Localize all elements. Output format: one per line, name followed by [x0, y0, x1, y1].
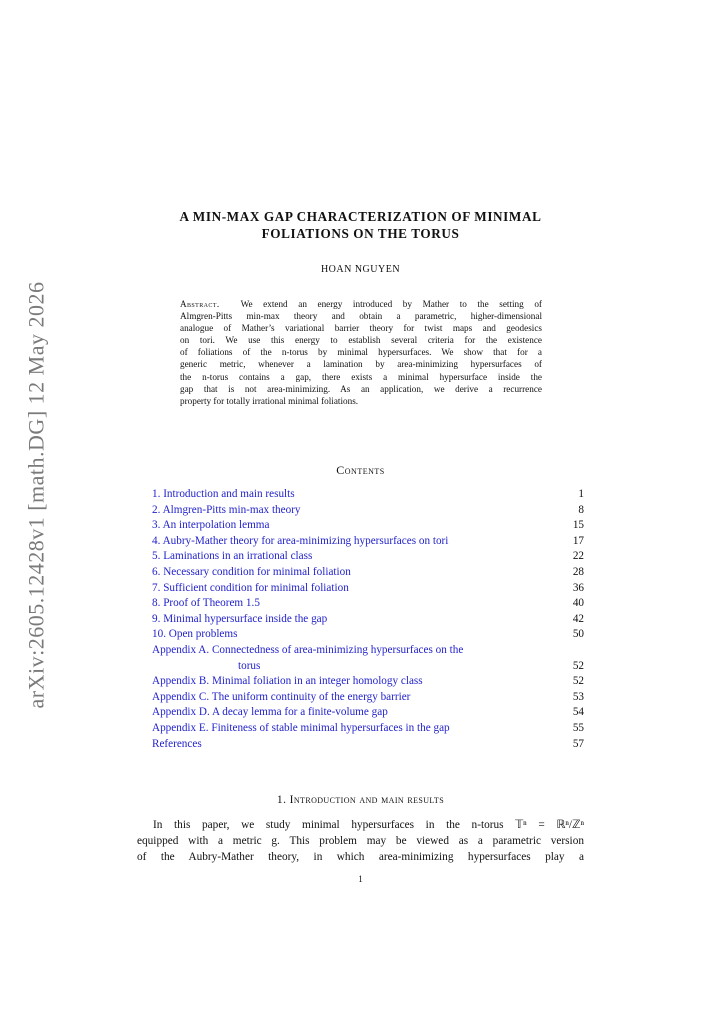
section-title: Introduction and main results — [289, 794, 445, 806]
toc-page-number: 40 — [572, 597, 584, 610]
toc-entry[interactable] — [152, 690, 584, 706]
toc-page-number: 54 — [572, 706, 584, 719]
abstract-line: gap that is not area-minimizing. As an application, we derive a recurrence — [180, 383, 542, 394]
toc-entry[interactable] — [152, 721, 584, 737]
toc-link[interactable]: Appendix A. Connectedness of area-minimizing hypersurfaces on the — [152, 643, 464, 656]
toc-entry[interactable] — [152, 612, 584, 628]
toc-link[interactable]: Appendix C. The uniform continuity of the energy barrier — [152, 690, 411, 703]
toc-link[interactable]: 4. Aubry-Mather theory for area-minimizing hypersurfaces on tori — [152, 534, 449, 547]
abstract-line: on tori. We use this energy to establish several criteria for the existence — [180, 335, 542, 346]
toc-page-number: 15 — [572, 519, 584, 532]
abstract — [180, 298, 542, 407]
toc-entry[interactable] — [152, 581, 584, 597]
toc-entry[interactable] — [152, 737, 584, 753]
abstract-line: property for totally irrational minimal foliations. — [180, 395, 359, 406]
body-line: equipped with a metric g. This problem may be viewed as a parametric version — [137, 834, 584, 847]
toc-page-number: 17 — [572, 534, 584, 547]
toc-page-number: 22 — [572, 550, 584, 563]
toc-entry[interactable] — [152, 705, 584, 721]
toc-link[interactable]: 9. Minimal hypersurface inside the gap — [152, 612, 328, 625]
toc-page-number: 53 — [572, 690, 584, 703]
toc-link[interactable]: 6. Necessary condition for minimal foliation — [152, 565, 351, 578]
toc-page-number: 52 — [572, 675, 584, 688]
toc-page-number: 1 — [578, 488, 584, 500]
abstract-line: Almgren-Pitts min-max theory and obtain a parametric, higher-dimensional — [180, 311, 542, 322]
abstract-line: analogue of Mather’s variational barrier theory for twist maps and geodesics — [180, 323, 542, 334]
toc-link[interactable]: Appendix D. A decay lemma for a finite-volume gap — [152, 706, 388, 719]
toc-link[interactable]: 1. Introduction and main results — [152, 488, 295, 500]
body-line: of the Aubry-Mather theory, in which area-minimizing hypersurfaces play a — [137, 850, 584, 863]
section-heading — [0, 794, 721, 806]
toc-entry[interactable] — [152, 549, 584, 565]
toc-entry[interactable] — [152, 518, 584, 534]
arxiv-identifier-stamp — [20, 280, 52, 710]
author-name: HOAN NGUYEN — [320, 264, 401, 275]
toc-link[interactable]: Appendix B. Minimal foliation in an integer homology class — [152, 675, 423, 688]
toc-link[interactable]: 5. Laminations in an irrational class — [152, 550, 313, 563]
toc-entry[interactable] — [152, 627, 584, 643]
toc-link[interactable]: 10. Open problems — [152, 628, 238, 641]
toc-page-number: 8 — [578, 503, 584, 516]
toc-link[interactable]: 2. Almgren-Pitts min-max theory — [152, 503, 301, 516]
toc-page-number: 55 — [572, 721, 584, 734]
toc-entry[interactable] — [152, 674, 584, 690]
toc-link[interactable]: Appendix E. Finiteness of stable minimal hypersurfaces in the gap — [152, 721, 450, 734]
abstract-label: Abstract. — [180, 299, 220, 309]
toc-page-number: 50 — [572, 628, 584, 641]
toc-entry[interactable] — [152, 503, 584, 519]
toc-entry[interactable] — [152, 643, 584, 674]
paper-title-line-1: A MIN-MAX GAP CHARACTERIZATION OF MINIMAL — [179, 209, 542, 224]
abstract-line: of foliations of the n-torus by minimal hypersurfaces. We show that for a — [180, 347, 542, 358]
paper-title-line-2: FOLIATIONS ON THE TORUS — [261, 226, 460, 241]
toc-entry[interactable] — [152, 487, 584, 503]
section-number: 1. — [276, 794, 287, 806]
toc-entry[interactable] — [152, 565, 584, 581]
abstract-line-text: We extend an energy introduced by Mather to the setting of — [240, 299, 542, 309]
toc-page-number: 36 — [572, 581, 584, 594]
page-number: 1 — [358, 874, 363, 884]
contents-heading: Contents — [336, 463, 385, 477]
abstract-line: the n-torus contains a gap, there exists a minimal hypersurface inside the — [180, 371, 542, 382]
toc-page-number: 57 — [572, 737, 584, 750]
arxiv-identifier: arXiv:2605.12428v1 [math.DG] 12 May 2026 — [23, 281, 49, 709]
toc-link-continuation[interactable]: torus — [238, 659, 261, 672]
paper-title — [0, 208, 721, 242]
toc-link[interactable]: 7. Sufficient condition for minimal foliation — [152, 581, 349, 594]
toc-page-number: 52 — [572, 659, 584, 672]
toc-page-number: 28 — [572, 565, 584, 578]
body-paragraph — [137, 818, 584, 865]
abstract-line: generic metric, whenever a lamination by area-minimizing hypersurfaces of — [180, 359, 542, 370]
toc-link[interactable]: References — [152, 737, 202, 750]
abstract-line — [180, 298, 542, 310]
toc-entry[interactable] — [152, 596, 584, 612]
body-line: In this paper, we study minimal hypersurfaces in the n-torus 𝕋ⁿ = ℝⁿ/ℤⁿ — [153, 819, 584, 831]
toc-link[interactable]: 3. An interpolation lemma — [152, 519, 270, 532]
toc-page-number: 42 — [572, 612, 584, 625]
toc-entry[interactable] — [152, 534, 584, 550]
table-of-contents — [152, 487, 584, 752]
toc-link[interactable]: 8. Proof of Theorem 1.5 — [152, 597, 260, 610]
